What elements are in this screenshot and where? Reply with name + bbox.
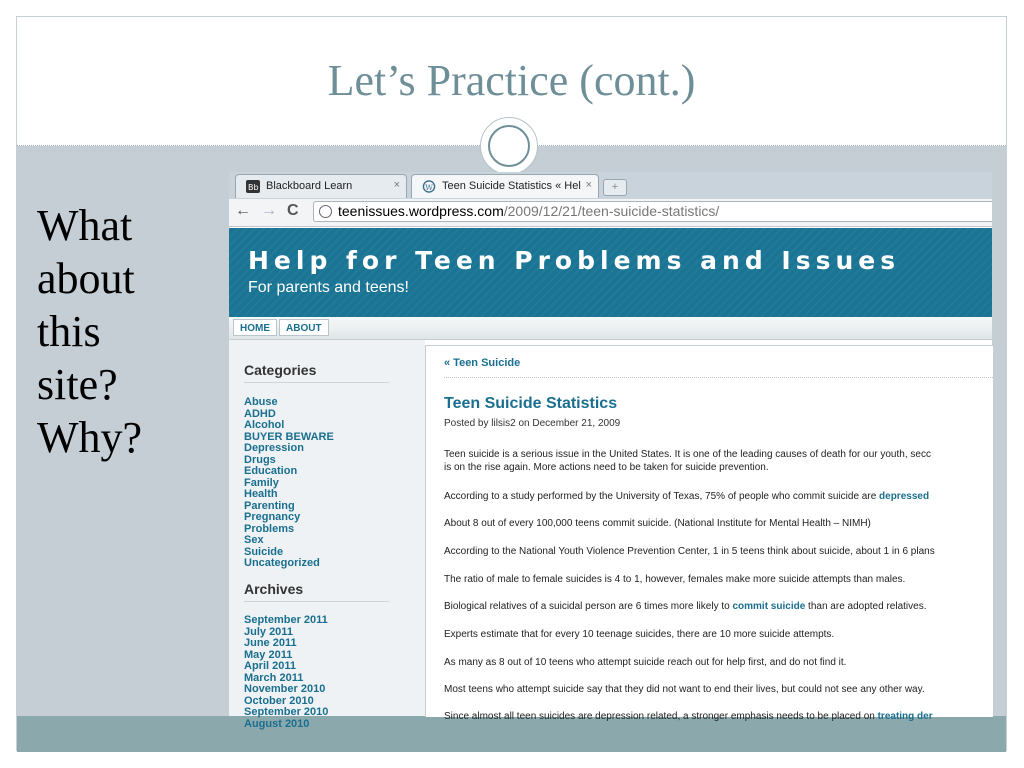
category-link[interactable]: Depression [244, 442, 304, 454]
post-meta: Posted by lilsis2 on December 21, 2009 [444, 418, 621, 429]
category-link[interactable]: Parenting [244, 499, 295, 512]
category-link[interactable]: Abuse [244, 396, 278, 408]
category-link[interactable]: Suicide [244, 545, 284, 558]
divider [244, 382, 389, 383]
tab-label: Teen Suicide Statistics « Hel [442, 180, 581, 192]
back-arrow-icon[interactable]: ← [235, 202, 251, 219]
divider [244, 601, 389, 602]
category-link[interactable]: Uncategorized [244, 557, 320, 569]
question-line: Why? [37, 413, 143, 462]
tab-blackboard[interactable] [235, 174, 407, 198]
paragraph-line: Teen suicide is a serious issue in the United States. It is one of the leading causes of death for our youth, secc [444, 449, 931, 460]
svg-text:Bb: Bb [248, 183, 259, 192]
divider [444, 377, 993, 378]
browser-tab-bar [229, 172, 992, 199]
post-paragraph: Most teens who attempt suicide say that they did not want to end their lives, but could not see any other way. [444, 684, 925, 695]
close-icon[interactable]: × [585, 179, 592, 191]
forward-arrow-icon[interactable]: → [261, 202, 277, 219]
category-link[interactable]: Problems [244, 522, 295, 535]
new-tab-button[interactable]: + [603, 179, 627, 196]
post-paragraph: According to the National Youth Violence Prevention Center, 1 in 5 teens think about suicide, about 1 in 6 plans [444, 546, 935, 557]
category-link[interactable]: Education [244, 465, 298, 477]
slide-title: Let’s Practice (cont.) [327, 56, 696, 105]
commit-suicide-link[interactable]: commit suicide [732, 601, 806, 612]
sidebar [229, 340, 425, 730]
question-text [37, 199, 142, 464]
post-content [425, 345, 993, 722]
question-line: about [37, 254, 135, 303]
question-line: site? [37, 360, 118, 409]
slide-frame [16, 16, 1007, 751]
archive-link[interactable]: September 2010 [244, 706, 329, 718]
post-paragraph [444, 710, 933, 723]
blackboard-favicon-icon [246, 180, 260, 193]
archive-link[interactable]: March 2011 [244, 671, 304, 684]
archive-link[interactable]: September 2011 [244, 614, 328, 626]
paragraph-text: Since almost all teen suicides are depression related, a stronger emphasis needs to be placed on [444, 711, 878, 722]
url-text [338, 203, 719, 219]
site-description: For parents and teens! [248, 279, 409, 296]
depressed-link[interactable]: depressed [879, 491, 930, 502]
tab-teen-suicide-statistics[interactable] [411, 174, 599, 198]
question-line: What [37, 201, 133, 250]
circle-ornament-icon [480, 117, 538, 175]
post-paragraph: As many as 8 out of 10 teens who attempt suicide reach out for help first, and do not find it. [444, 657, 847, 668]
menu-item-home[interactable]: HOME [233, 319, 277, 336]
archives-heading: Archives [244, 581, 304, 597]
post-paragraph: The ratio of male to female suicides is 4 to 1, however, females make more suicide attempts than males. [444, 574, 906, 585]
post-paragraph [444, 490, 929, 503]
site-title[interactable]: Help for Teen Problems and Issues [248, 246, 901, 275]
categories-heading: Categories [244, 362, 317, 378]
url-path: /2009/12/21/teen-suicide-statistics/ [503, 203, 720, 219]
post-title[interactable]: Teen Suicide Statistics [444, 395, 618, 412]
archive-link[interactable]: November 2010 [244, 683, 326, 695]
category-link[interactable]: ADHD [244, 407, 276, 420]
post-paragraph [444, 600, 926, 613]
post-paragraph: Experts estimate that for every 10 teenage suicides, there are 10 more suicide attempts. [444, 629, 835, 640]
browser-toolbar [229, 199, 992, 227]
question-line: this [37, 307, 101, 356]
address-bar[interactable] [313, 201, 992, 222]
globe-icon [319, 205, 332, 218]
paragraph-line: is on the rise again. More actions need to be taken for suicide prevention. [444, 462, 769, 473]
archive-link[interactable]: May 2011 [244, 648, 293, 661]
archive-link[interactable]: October 2010 [244, 694, 314, 707]
category-link[interactable]: Pregnancy [244, 511, 301, 523]
menu-item-about[interactable]: ABOUT [279, 319, 329, 336]
category-link[interactable]: Family [244, 476, 279, 489]
paragraph-text: Biological relatives of a suicidal person are 6 times more likely to [444, 601, 733, 612]
treating-depression-link[interactable]: treating der [877, 711, 933, 722]
site-menu-bar [229, 317, 992, 340]
category-link[interactable]: Alcohol [244, 419, 285, 431]
close-icon[interactable]: × [393, 179, 400, 191]
svg-text:W: W [425, 182, 433, 192]
post-paragraph [444, 448, 931, 474]
category-link[interactable]: Health [244, 488, 278, 500]
reload-icon[interactable]: C [287, 202, 299, 219]
breadcrumb[interactable]: « Teen Suicide [444, 357, 521, 369]
browser-screenshot [229, 172, 992, 730]
archive-link[interactable]: July 2011 [244, 625, 293, 638]
wordpress-favicon-icon [422, 180, 436, 193]
archive-link[interactable]: April 2011 [244, 660, 296, 672]
site-header [229, 228, 992, 317]
paragraph-text: than are adopted relatives. [805, 601, 927, 612]
tab-label: Blackboard Learn [266, 180, 353, 192]
archive-link[interactable]: August 2010 [244, 717, 310, 730]
url-host: teenissues.wordpress.com [338, 203, 504, 219]
archive-link[interactable]: June 2011 [244, 637, 297, 649]
post-paragraph: About 8 out of every 100,000 teens commit suicide. (National Institute for Mental Health – NIMH) [444, 518, 871, 529]
category-link[interactable]: Sex [244, 534, 264, 546]
category-link[interactable]: BUYER BEWARE [244, 430, 334, 443]
paragraph-text: According to a study performed by the University of Texas, 75% of people who commit suicide are [444, 491, 880, 502]
category-link[interactable]: Drugs [244, 453, 276, 466]
